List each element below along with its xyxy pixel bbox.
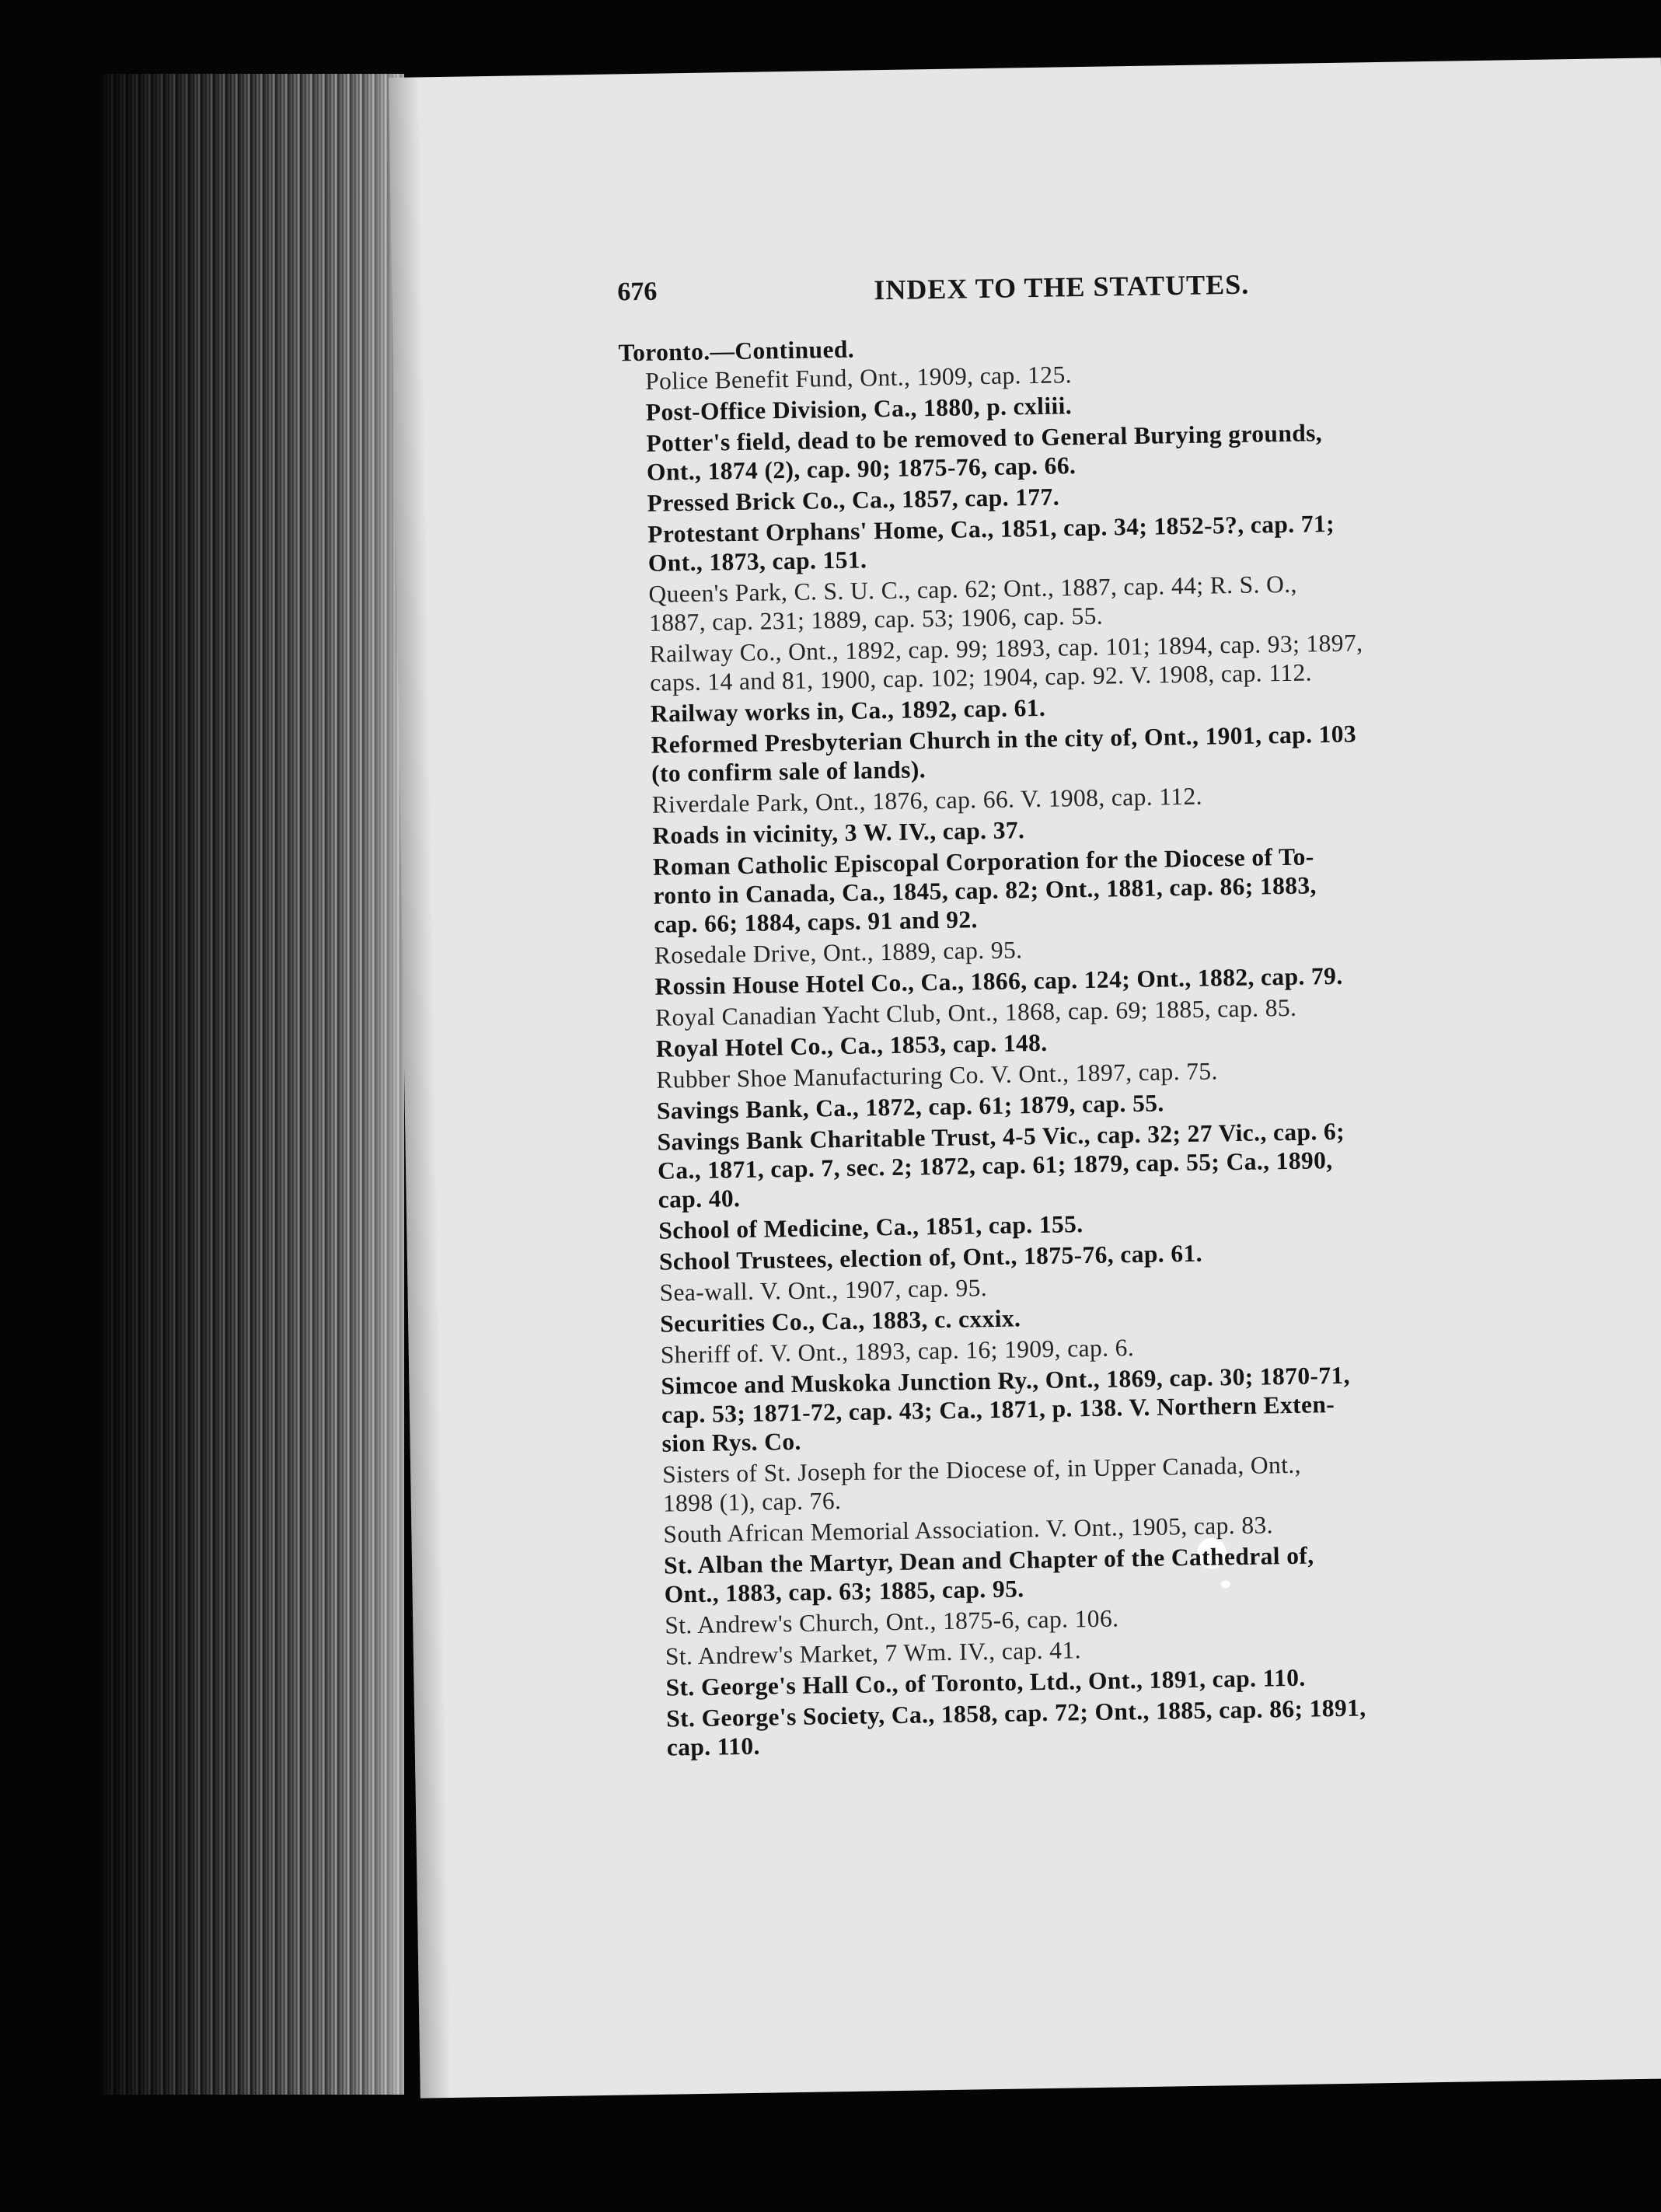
index-entry-line: Sheriff of. V. Ont., 1893, cap. 16; 1909, cap. 6. bbox=[660, 1334, 1135, 1369]
index-entry-line: Riverdale Park, Ont., 1876, cap. 66. V. 1908, cap. 112. bbox=[651, 782, 1203, 818]
index-entry-line: cap. 53; 1871-72, cap. 43; Ca., 1871, p. 138. V. Northern Exten- bbox=[661, 1390, 1335, 1429]
index-entry-line: Sea-wall. V. Ont., 1907, cap. 95. bbox=[659, 1274, 988, 1307]
index-entry-line: School of Medicine, Ca., 1851, cap. 155. bbox=[658, 1210, 1083, 1244]
section-heading-continued: —Continued. bbox=[710, 335, 855, 365]
index-entry-line: Roman Catholic Episcopal Corporation for the Diocese of To- bbox=[652, 843, 1314, 881]
index-entry-line: ronto in Canada, Ca., 1845, cap. 82; Ont., 1881, cap. 86; 1883, bbox=[653, 871, 1317, 909]
index-entry-line: Ont., 1873, cap. 151. bbox=[647, 546, 867, 577]
index-entry-line: St. Andrew's Market, 7 Wm. IV., cap. 41. bbox=[665, 1636, 1082, 1670]
index-entry-line: Securities Co., Ca., 1883, c. cxxix. bbox=[659, 1304, 1021, 1338]
index-entry bbox=[619, 415, 1545, 487]
page-header bbox=[617, 262, 1628, 324]
index-entry-line: Railway Co., Ont., 1892, cap. 99; 1893, cap. 101; 1894, cap. 93; 1897, bbox=[649, 629, 1363, 668]
index-entry-line: Sisters of St. Joseph for the Diocese of, in Upper Canada, Ont., bbox=[661, 1450, 1302, 1488]
index-body bbox=[618, 324, 1565, 1764]
index-entry-line: Ont., 1883, cap. 63; 1885, cap. 95. bbox=[664, 1575, 1024, 1608]
index-entry-line: Royal Hotel Co., Ca., 1853, cap. 148. bbox=[655, 1028, 1048, 1062]
book-page-edges bbox=[101, 74, 404, 2095]
index-entry-line: 1898 (1), cap. 76. bbox=[662, 1487, 842, 1517]
index-entry-line: St. Andrew's Church, Ont., 1875-6, cap. 106. bbox=[665, 1604, 1119, 1639]
running-title: INDEX TO THE STATUTES. bbox=[874, 268, 1250, 306]
index-entry-line: Pressed Brick Co., Ca., 1857, cap. 177. bbox=[647, 483, 1060, 517]
index-entry-line: Protestant Orphans' Home, Ca., 1851, cap. 34; 1852-5?, cap. 71; bbox=[647, 509, 1335, 548]
index-entry bbox=[637, 1537, 1563, 1610]
page-number: 676 bbox=[617, 277, 658, 307]
index-entry bbox=[634, 1358, 1561, 1459]
index-entry-line: cap. 66; 1884, caps. 91 and 92. bbox=[653, 905, 979, 938]
index-entries bbox=[619, 353, 1565, 1762]
index-entry bbox=[636, 1446, 1562, 1519]
index-entry-line: St. George's Society, Ca., 1858, cap. 72; Ont., 1885, cap. 86; 1891, bbox=[665, 1694, 1366, 1732]
index-entry-line: Rossin House Hotel Co., Ca., 1866, cap. 124; Ont., 1882, cap. 79. bbox=[654, 961, 1343, 1000]
index-entry-line: Queen's Park, C. S. U. C., cap. 62; Ont., 1887, cap. 44; R. S. O., bbox=[648, 570, 1298, 608]
index-entry-line: Police Benefit Fund, Ont., 1909, cap. 125. bbox=[644, 361, 1073, 395]
book-page bbox=[389, 58, 1661, 2098]
index-entry bbox=[624, 717, 1550, 789]
index-entry-line: St. Alban the Martyr, Dean and Chapter of the Cathedral of, bbox=[663, 1541, 1314, 1579]
index-entry-line: St. George's Hall Co., of Toronto, Ltd., Ont., 1891, cap. 110. bbox=[665, 1663, 1306, 1701]
index-entry-line: Ont., 1874 (2), cap. 90; 1875-76, cap. 66. bbox=[646, 452, 1077, 486]
index-entry bbox=[623, 626, 1548, 698]
index-entry-line: cap. 110. bbox=[666, 1732, 761, 1761]
index-entry-line: South African Memorial Association. V. Ont., 1905, cap. 83. bbox=[663, 1511, 1274, 1548]
index-entry-line: Potter's field, dead to be removed to General Burying grounds, bbox=[646, 419, 1323, 457]
index-entry-line: Royal Canadian Yacht Club, Ont., 1868, cap. 69; 1885, cap. 85. bbox=[654, 993, 1297, 1031]
index-entry bbox=[626, 839, 1553, 940]
section-heading-label: Toronto. bbox=[618, 337, 710, 367]
index-entry-line: Railway works in, Ca., 1892, cap. 61. bbox=[650, 693, 1046, 727]
index-entry-line: Rubber Shoe Manufacturing Co. V. Ont., 1897, cap. 75. bbox=[656, 1057, 1219, 1094]
index-entry-line: Roads in vicinity, 3 W. IV., cap. 37. bbox=[652, 816, 1025, 850]
index-entry-line: cap. 40. bbox=[658, 1185, 741, 1213]
index-entry-line: caps. 14 and 81, 1900, cap. 102; 1904, cap. 92. V. 1908, cap. 112. bbox=[649, 658, 1313, 696]
index-entry-line: Savings Bank Charitable Trust, 4-5 Vic., cap. 32; 27 Vic., cap. 6; bbox=[657, 1117, 1345, 1156]
index-entry-line: (to confirm sale of lands). bbox=[651, 755, 926, 787]
index-entry-line: Savings Bank, Ca., 1872, cap. 61; 1879, cap. 55. bbox=[656, 1089, 1164, 1125]
index-entry bbox=[621, 506, 1547, 578]
index-entry bbox=[630, 1114, 1557, 1215]
index-entry-line: Reformed Presbyterian Church in the city of, Ont., 1901, cap. 103 bbox=[651, 720, 1357, 759]
index-entry-line: 1887, cap. 231; 1889, cap. 53; 1906, cap. 55. bbox=[648, 602, 1104, 637]
index-entry bbox=[622, 566, 1548, 638]
index-entry-line: Post-Office Division, Ca., 1880, p. cxliii. bbox=[645, 392, 1073, 426]
index-entry-line: Ca., 1871, cap. 7, sec. 2; 1872, cap. 61; 1879, cap. 55; Ca., 1890, bbox=[657, 1146, 1333, 1185]
index-entry-line: Rosedale Drive, Ont., 1889, cap. 95. bbox=[654, 936, 1023, 969]
index-entry bbox=[640, 1690, 1565, 1762]
index-entry-line: sion Rys. Co. bbox=[661, 1427, 802, 1457]
index-entry-line: Simcoe and Muskoka Junction Ry., Ont., 1869, cap. 30; 1870-71, bbox=[661, 1361, 1351, 1400]
index-entry-line: School Trustees, election of, Ont., 1875-76, cap. 61. bbox=[658, 1239, 1203, 1275]
